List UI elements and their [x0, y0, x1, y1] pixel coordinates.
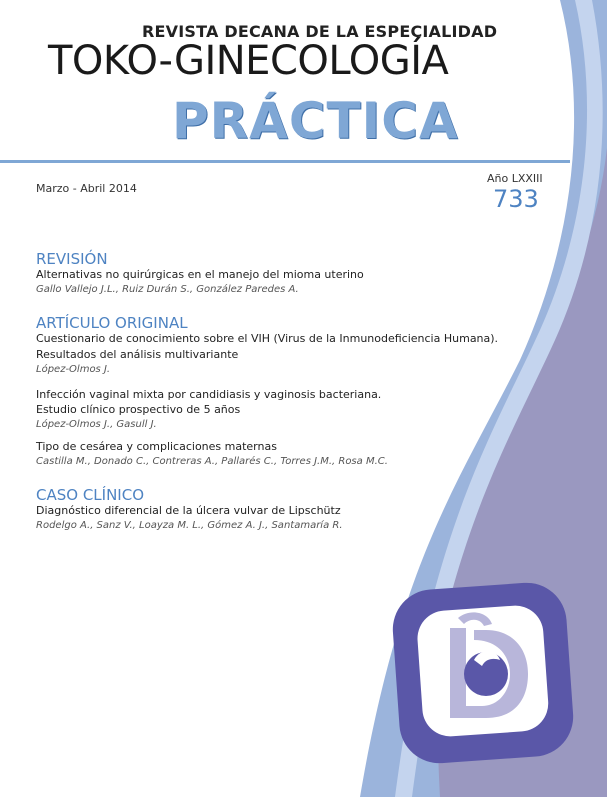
- journal-overline: REVISTA DECANA DE LA ESPECIALIDAD: [142, 22, 498, 41]
- article-authors: Rodelgo A., Sanz V., Loayza M. L., Gómez A. J., Santamaría R.: [36, 520, 343, 531]
- article-authors: López-Olmos J.: [36, 364, 111, 375]
- article-authors: López-Olmos J., Gasull J.: [36, 419, 157, 430]
- section-heading-revision: REVISIÓN: [36, 250, 108, 268]
- journal-subtitle: PRÁCTICA: [172, 92, 459, 150]
- section-heading-caso: CASO CLÍNICO: [36, 486, 145, 504]
- section-heading-original: ARTÍCULO ORIGINAL: [36, 314, 188, 332]
- article-title: Diagnóstico diferencial de la úlcera vulvar de Lipschütz: [36, 504, 341, 517]
- issue-date: Marzo - Abril 2014: [36, 182, 137, 195]
- issue-year: Año LXXIII: [487, 172, 543, 185]
- header-rule: [0, 160, 570, 163]
- article-title: Estudio clínico prospectivo de 5 años: [36, 403, 241, 416]
- article-title: Resultados del análisis multivariante: [36, 348, 239, 361]
- journal-title: TOKO-GINECOLOGÍA: [48, 38, 449, 84]
- article-authors: Castilla M., Donado C., Contreras A., Pallarés C., Torres J.M., Rosa M.C.: [36, 456, 388, 467]
- article-title: Cuestionario de conocimiento sobre el VIH (Virus de la Inmunodeficiencia Humana).: [36, 332, 499, 345]
- publisher-logo-icon: [388, 578, 578, 768]
- article-authors: Gallo Vallejo J.L., Ruiz Durán S., González Paredes A.: [36, 284, 299, 295]
- article-title: Tipo de cesárea y complicaciones maternas: [36, 440, 277, 453]
- article-title: Infección vaginal mixta por candidiasis y vaginosis bacteriana.: [36, 388, 382, 401]
- issue-number: 733: [493, 185, 539, 213]
- article-title: Alternativas no quirúrgicas en el manejo del mioma uterino: [36, 268, 364, 281]
